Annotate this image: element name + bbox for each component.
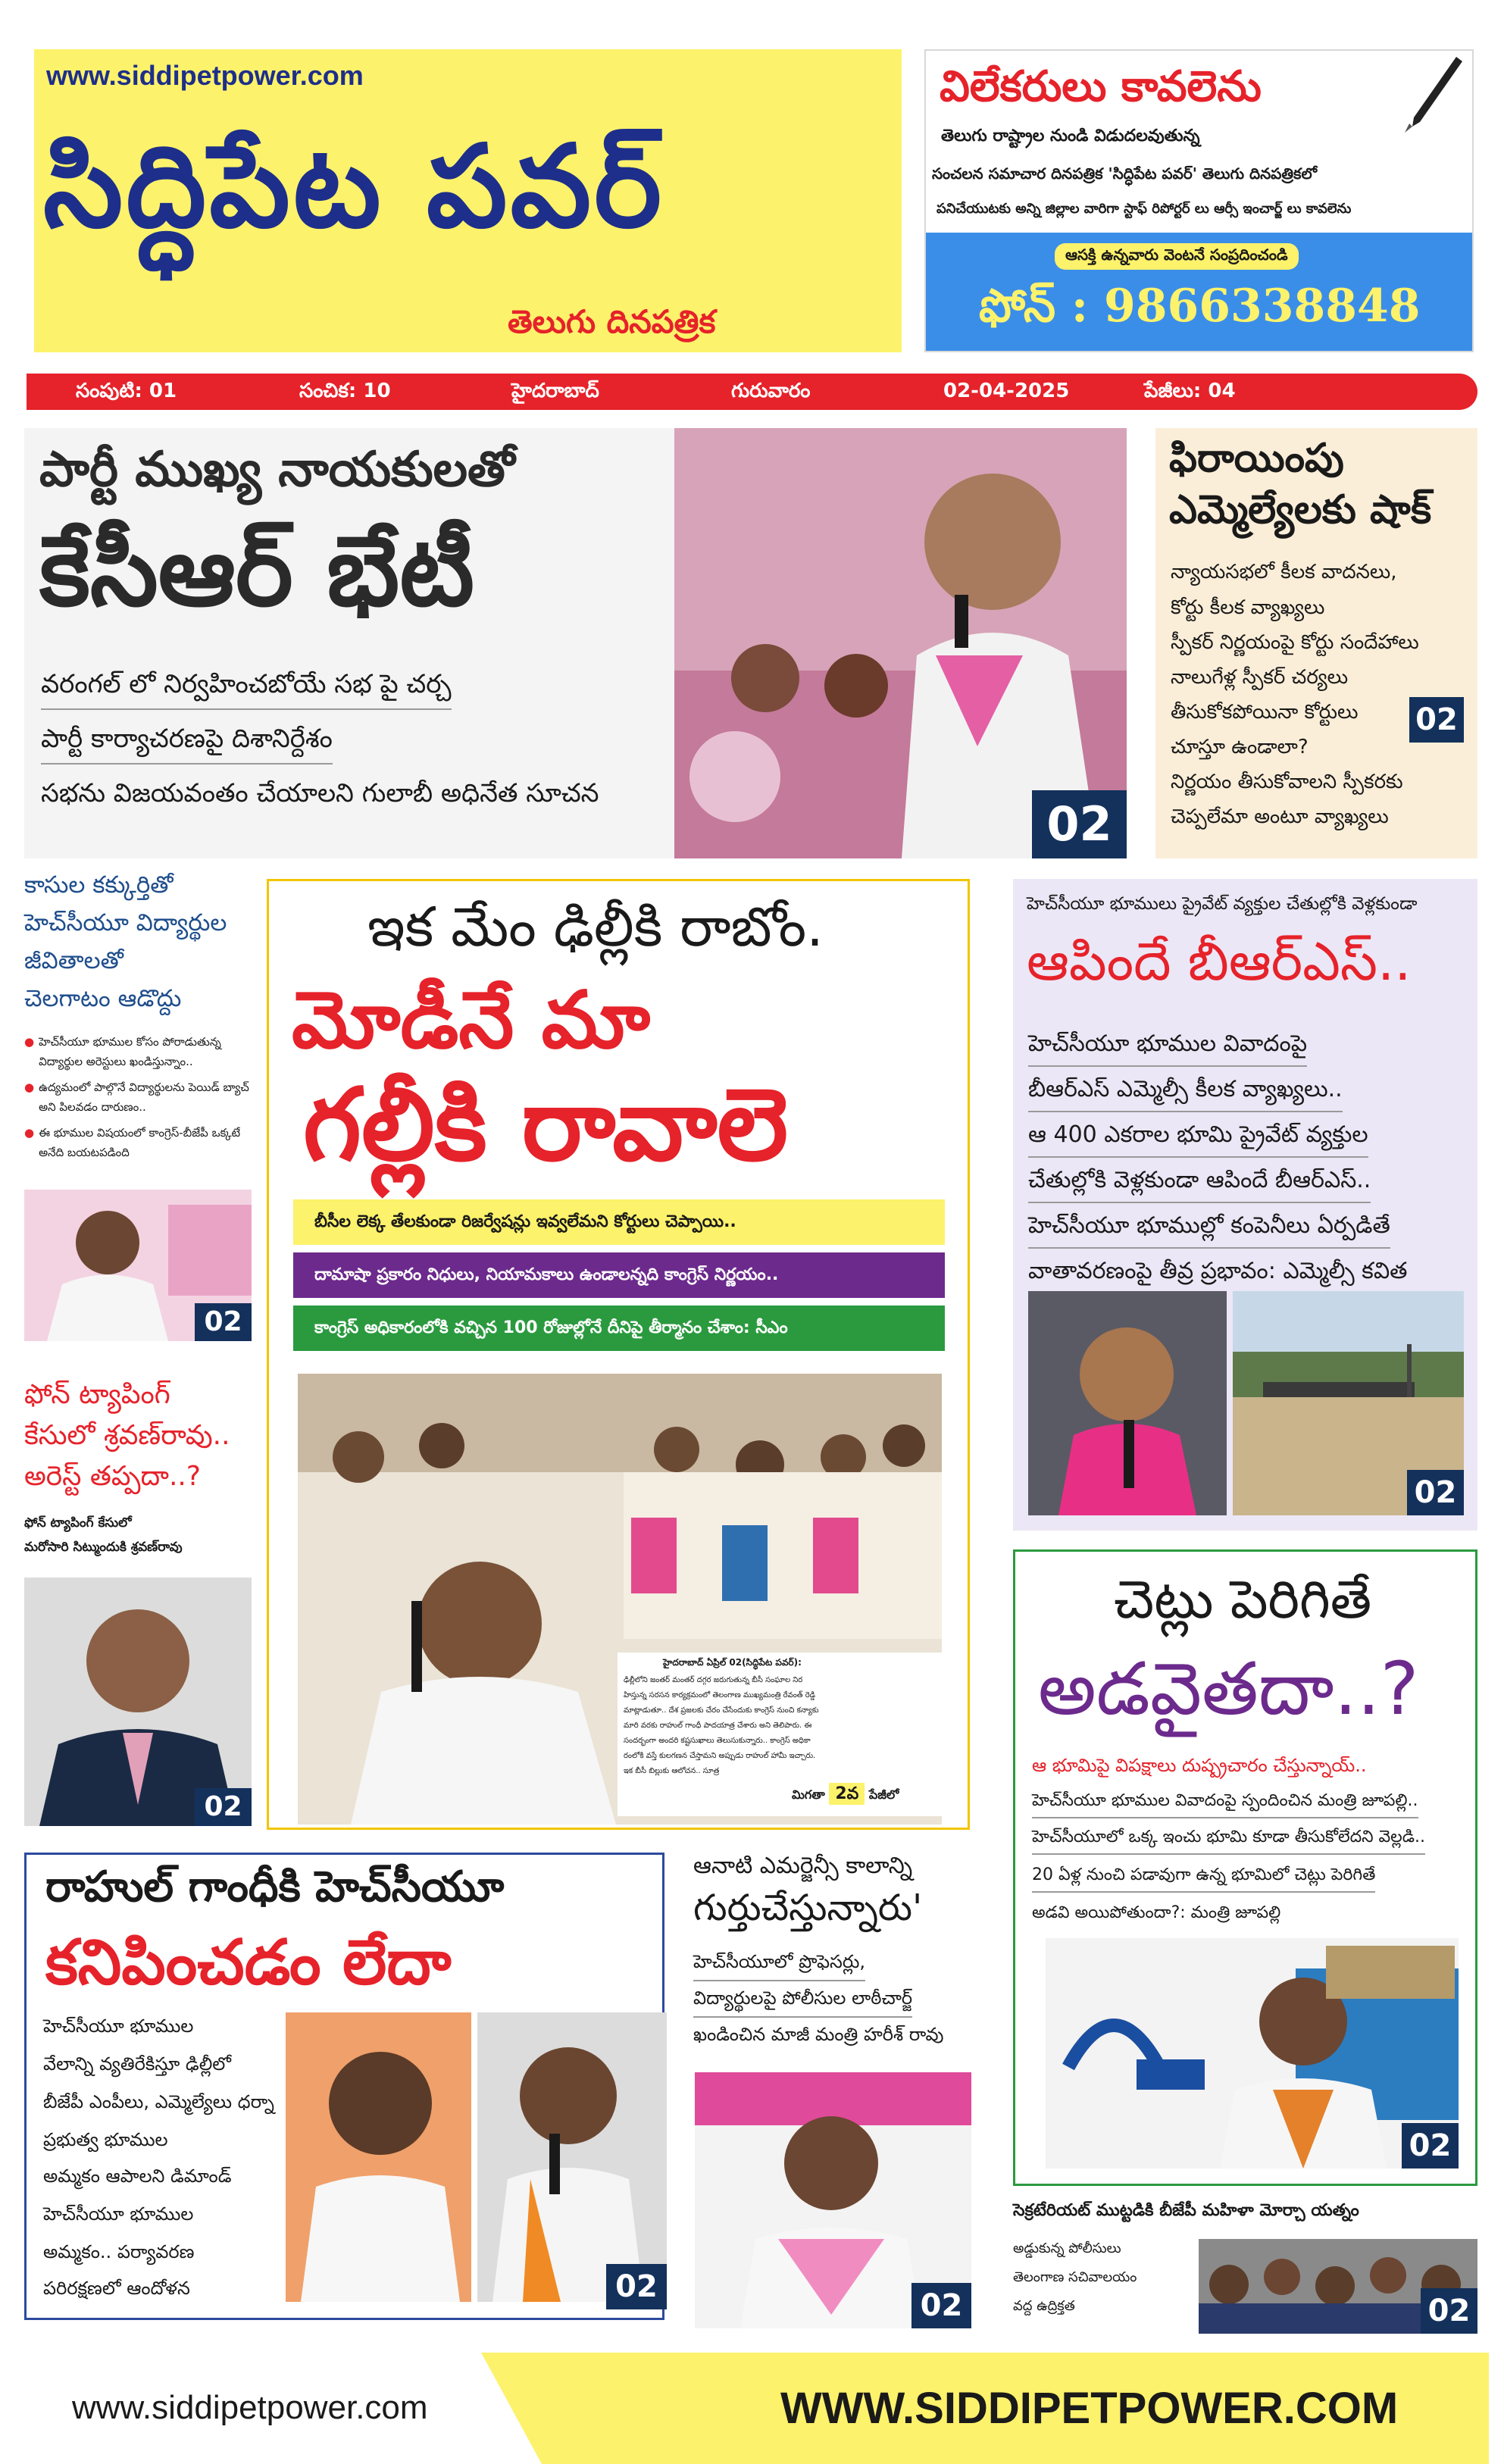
- hcu-bullet: ● హెచ్‌సీయూ భూముల కోసం పోరాడుతున్న విద్యార్థుల అరెస్టులు ఖండిస్తున్నాం..: [24, 1035, 221, 1068]
- center-body-7: ఇక బీసీ బిల్లుకు ఆలోచన.. సూత్ర: [624, 1767, 720, 1775]
- ad-line-2: సంచలన సమాచార దినపత్రిక 'సిద్ధిపేట పవర్' తెలుగు దినపత్రికలో: [932, 164, 1318, 183]
- phone-tapping-story[interactable]: [24, 1379, 252, 1826]
- ad-line-3: పనిచేయుటకు అన్ని జిల్లాల వారిగా స్టాఫ్ రిపోర్టర్ లు ఆర్సీ ఇంచార్జ్ లు కావలెను: [936, 201, 1352, 217]
- rahul-photo-1: [286, 2012, 471, 2302]
- brs-stop-story[interactable]: [1013, 879, 1477, 1531]
- defection-page-badge: 02: [1409, 697, 1464, 743]
- emergency-line-3: ఖండించిన మాజీ మంత్రి హరీశ్ రావు: [693, 2024, 944, 2045]
- brs-line-6: వాతావరణంపై తీవ్ర ప్రభావం: ఎమ్మెల్సీ కవిత: [1028, 1258, 1408, 1284]
- trees-line-3: హెచ్‌సీయూలో ఒక్క ఇంచు భూమి కూడా తీసుకోలేదని వెల్లడి..: [1032, 1828, 1425, 1855]
- defection-headline-1: ఫిరాయింపు: [1169, 436, 1344, 481]
- phone-tapping-page-badge: 02: [195, 1788, 252, 1826]
- defection-line-4: నాలుగేళ్ల స్పీకర్ చర్యలు: [1171, 666, 1349, 689]
- trees-line-5: అడవి అయిపోతుందా?: మంత్రి జూపల్లి: [1032, 1903, 1281, 1922]
- trees-photo: [1046, 1938, 1459, 2169]
- issue-info-bar: [27, 374, 1477, 410]
- recruitment-ad: [924, 49, 1474, 352]
- defection-line-3: స్పీకర్ నిర్ణయంపై కోర్టు సందేహాలు: [1171, 631, 1419, 654]
- hcu-headline-1: కాసుల కక్కుర్తితో: [24, 871, 174, 899]
- defection-line-8: చెప్పలేమా అంటూ వ్యాఖ్యలు: [1171, 805, 1389, 828]
- center-dateline: హైదరాబాద్ ఏప్రిల్ 02(సిద్ధిపేట పవర్):: [663, 1657, 802, 1668]
- lead-story[interactable]: [24, 428, 1127, 858]
- footer-website-right[interactable]: WWW.SIDDIPETPOWER.COM: [780, 2384, 1399, 2433]
- secretariat-line-3: వద్ద ఉద్రిక్తత: [1013, 2298, 1075, 2314]
- masthead: [34, 49, 902, 352]
- center-body-4: మారి వరకు రాహుల్ గాంధీ పాదయాత్ర చేశారు అని తెలిపారు. ఈ: [624, 1721, 812, 1730]
- center-story[interactable]: [267, 879, 970, 1830]
- ad-line-1: తెలుగు రాష్ట్రాల నుండి విడుదలవుతున్న: [941, 127, 1200, 145]
- info-date: 02-04-2025: [943, 380, 1070, 402]
- trees-headline-1: చెట్లు పెరిగితే: [1114, 1568, 1372, 1631]
- rahul-line-8: పరిరక్షణలో ఆందోళన: [43, 2278, 190, 2299]
- lead-point-2: పార్టీ కార్యాచరణపై దిశానిర్దేశం: [41, 724, 333, 765]
- rahul-line-1: హెచ్‌సీయూ భూముల: [43, 2015, 194, 2037]
- phone-tapping-headline-1: ఫోన్ ట్యాపింగ్: [24, 1379, 170, 1410]
- ad-heading: విలేకరులు కావలెను: [940, 61, 1262, 111]
- lead-point-1: వరంగల్ లో నిర్వహించబోయే సభ పై చర్చ: [41, 669, 452, 710]
- secretariat-page-badge: 02: [1421, 2288, 1477, 2334]
- secretariat-line-2: తెలంగాణ సచివాలయం: [1013, 2269, 1137, 2285]
- emergency-page-badge: 02: [911, 2283, 971, 2328]
- rahul-page-badge: 02: [606, 2264, 667, 2309]
- brs-line-3: ఆ 400 ఎకరాల భూమి ప్రైవేట్ వ్యక్తుల: [1028, 1121, 1368, 1158]
- ad-phone[interactable]: ఫోన్ : 9866338848: [979, 280, 1421, 333]
- info-pages: పేజీలు: 04: [1144, 380, 1236, 402]
- pen-icon: [1403, 54, 1464, 137]
- brs-headline: ఆపిందే బీఆర్ఎస్..: [1027, 930, 1412, 993]
- hcu-headline-3: జీవితాలతో: [24, 947, 124, 974]
- center-body-2: హిస్తున్న సరసన కార్యక్రమంలో తెలంగాణ ముఖ్యమంత్రి రేవంత్ రెడ్డి: [624, 1691, 816, 1699]
- info-volume: సంపుటి: 01: [76, 380, 177, 402]
- center-continued[interactable]: మిగతా 2వ పేజీలో: [792, 1784, 899, 1803]
- hcu-students-story[interactable]: [24, 871, 252, 1341]
- center-body-3: మాట్లాడుతూ.. దేశ ప్రజలకు చేరం చేసేందుకు కాంగ్రెస్ నుంచి కన్యాకు: [624, 1706, 819, 1715]
- brs-line-4: చేతుల్లోకి వెళ్లకుండా ఆపిందే బీఆర్ఎస్..: [1028, 1167, 1371, 1203]
- masthead-title: సిద్ధిపేట పవర్: [43, 121, 665, 253]
- rahul-line-6: హెచ్‌సీయూ భూముల: [43, 2203, 194, 2225]
- brs-line-5: హెచ్‌సీయూ భూముల్లో కంపెనీలు ఏర్పడితే: [1028, 1212, 1390, 1249]
- defection-headline-2: ఎమ్మెల్యేలకు షాక్: [1169, 487, 1432, 533]
- info-issue: సంచిక: 10: [299, 380, 391, 402]
- rahul-line-3: బీజేపీ ఎంపీలు, ఎమ్మెల్యేలు ధర్నా: [43, 2091, 274, 2112]
- hcu-headline-2: హెచ్‌సీయూ విద్యార్థుల: [24, 909, 227, 937]
- defection-line-6: చూస్తూ ఉండాలా?: [1171, 736, 1309, 758]
- phone-tapping-headline-3: అరెస్ట్ తప్పదా..?: [24, 1461, 201, 1492]
- hcu-page-badge: 02: [195, 1303, 252, 1341]
- trees-story[interactable]: [1013, 1549, 1477, 2186]
- center-headline-2: గల్లీకి రావాలె: [303, 1067, 789, 1184]
- rahul-photo-2: [477, 2012, 667, 2302]
- info-city: హైదరాబాద్: [511, 380, 599, 402]
- info-day: గురువారం: [731, 380, 811, 402]
- brs-photo-kavitha: [1028, 1291, 1227, 1515]
- lead-headline: కేసీఆర్ భేటీ: [39, 515, 475, 628]
- rahul-headline-2: కనిపించడం లేదా: [45, 1927, 452, 1999]
- lead-point-3: సభను విజయవంతం చేయాలని గులాబీ అధినేత సూచన: [41, 778, 599, 808]
- center-headline-1: మోడీనే మా: [292, 974, 651, 1066]
- center-body-6: రంలోకి వస్తే కులగణన చేస్తామని అప్పుడు రాహుల్ హామీ ఇచ్చారు.: [624, 1752, 816, 1760]
- brs-line-2: బీఆర్ఎస్ ఎమ్మెల్సీ కీలక వ్యాఖ్యలు..: [1028, 1076, 1343, 1112]
- center-body-5: సందర్భంగా అందరి కష్టసుఖాలు తెలుసుకున్నారు.. కాంగ్రెస్ అధికా: [624, 1737, 811, 1745]
- trees-line-2: హెచ్‌సీయూ భూముల వివాదంపై స్పందించిన మంత్రి జూపల్లి..: [1032, 1791, 1418, 1818]
- defection-line-1: న్యాయసభలో కీలక వాదనలు,: [1171, 561, 1397, 583]
- masthead-website[interactable]: www.siddipetpower.com: [46, 60, 364, 91]
- emergency-story[interactable]: [693, 1853, 974, 2328]
- center-body-1: ఢిల్లీలోని జంతర్ మంతర్ దగ్గర జరుగుతున్న బీసీ సంఘాల నిర: [624, 1676, 803, 1684]
- center-text-box: [618, 1653, 942, 1816]
- lead-kicker: పార్టీ ముఖ్య నాయకులతో: [39, 442, 515, 498]
- trees-line-4: 20 ఏళ్ల నుంచి పడావుగా ఉన్న భూమిలో చెట్లు పెరిగితే: [1032, 1865, 1375, 1893]
- hcu-bullet: ● ఉద్యమంలో పాల్గొనే విద్యార్థులను పెయిడ్ బ్యాచ్ అని పిలవడం దారుణం..: [24, 1080, 249, 1114]
- defection-story[interactable]: [1155, 428, 1477, 858]
- brs-page-badge: 02: [1407, 1470, 1464, 1515]
- rahul-line-7: అమ్మకం.. పర్యావరణ: [43, 2241, 195, 2262]
- phone-tapping-line-2: మరోసారి సిట్ముందుకి శ్రవణ్‌రావు: [24, 1540, 183, 1555]
- footer: [11, 2353, 1489, 2464]
- masthead-subtitle: తెలుగు దినపత్రిక: [508, 303, 716, 340]
- rahul-line-4: ప్రభుత్వ భూముల: [43, 2129, 168, 2150]
- defection-line-7: నిర్ణయం తీసుకోవాలని స్పీకరకు: [1171, 771, 1403, 793]
- trees-line-1: ఆ భూమిపై విపక్షాలు దుష్ప్రచారం చేస్తున్నాయ్..: [1032, 1755, 1367, 1776]
- trees-headline-2: అడవైతదా..?: [1038, 1646, 1419, 1731]
- secretariat-story[interactable]: [1013, 2201, 1477, 2334]
- lead-page-badge: 02: [1032, 790, 1127, 858]
- footer-website-left[interactable]: www.siddipetpower.com: [72, 2389, 428, 2426]
- center-strip-1: బీసీల లెక్క తేలకుండా రిజర్వేషన్లు ఇవ్వలేమని కోర్టులు చెప్పాయి..: [293, 1199, 945, 1245]
- hcu-headline-4: చెలగాటం ఆడొద్దు: [24, 985, 182, 1012]
- center-kicker: ఇక మేం ఢిల్లీకి రాబోం.: [367, 895, 824, 958]
- emergency-headline-1: ఆనాటి ఎమర్జెన్సీ కాలాన్ని: [693, 1853, 913, 1879]
- phone-tapping-headline-2: కేసులో శ్రవణ్‌రావు..: [24, 1420, 230, 1451]
- phone-tapping-line-1: ఫోన్ ట్యాపింగ్ కేసులో: [24, 1515, 132, 1531]
- rahul-line-2: వేలాన్ని వ్యతిరేకిస్తూ ఢిల్లీలో: [43, 2053, 231, 2075]
- trees-page-badge: 02: [1402, 2123, 1459, 2169]
- brs-line-1: హెచ్‌సీయూ భూముల వివాదంపై: [1028, 1030, 1307, 1067]
- secretariat-headline: సెక్రటేరియట్ ముట్టడికి బీజేపీ మహిళా మోర్చా యత్నం: [1013, 2201, 1359, 2220]
- center-strip-3: కాంగ్రెస్ అధికారంలోకి వచ్చిన 100 రోజుల్లోనే దీనిపై తీర్మానం చేశాం: సీఎం: [293, 1305, 945, 1351]
- emergency-line-2: విద్యార్థులపై పోలీసుల లాఠీచార్జ్: [693, 1987, 912, 2018]
- hcu-bullets: [24, 1032, 252, 1162]
- rahul-story[interactable]: [24, 1853, 664, 2320]
- defection-line-2: కోర్టు కీలక వ్యాఖ్యలు: [1171, 596, 1325, 619]
- brs-kicker: హెచ్‌సీయూ భూములు ప్రైవేట్ వ్యక్తుల చేతుల్లోకి వెళ్లకుండా: [1027, 894, 1418, 914]
- center-strip-2: దామాషా ప్రకారం నిధులు, నియామకాలు ఉండాలన్నది కాంగ్రెస్ నిర్ణయం..: [293, 1252, 945, 1298]
- rahul-line-5: అమ్మకం ఆపాలని డిమాండ్: [43, 2165, 232, 2187]
- secretariat-line-1: అడ్డుకున్న పోలీసులు: [1013, 2240, 1121, 2256]
- defection-line-5: తీసుకోకపోయినా కోర్టులు: [1171, 701, 1359, 724]
- ad-note: ఆసక్తి ఉన్నవారు వెంటనే సంప్రదించండి: [1055, 243, 1299, 270]
- hcu-bullet: ● ఈ భూముల విషయంలో కాంగ్రెస్-బీజేపీ ఒక్కటే అనేది బయటపడింది: [24, 1126, 241, 1159]
- emergency-line-1: హెచ్‌సీయూలో ప్రొఫెసర్లు,: [693, 1951, 865, 1981]
- ad-contact-box: [926, 233, 1474, 352]
- emergency-headline-2: గుర్తుచేస్తున్నారు': [693, 1887, 923, 1929]
- rahul-headline-1: రాహుల్ గాంధీకి హెచ్‌సీయూ: [45, 1862, 505, 1912]
